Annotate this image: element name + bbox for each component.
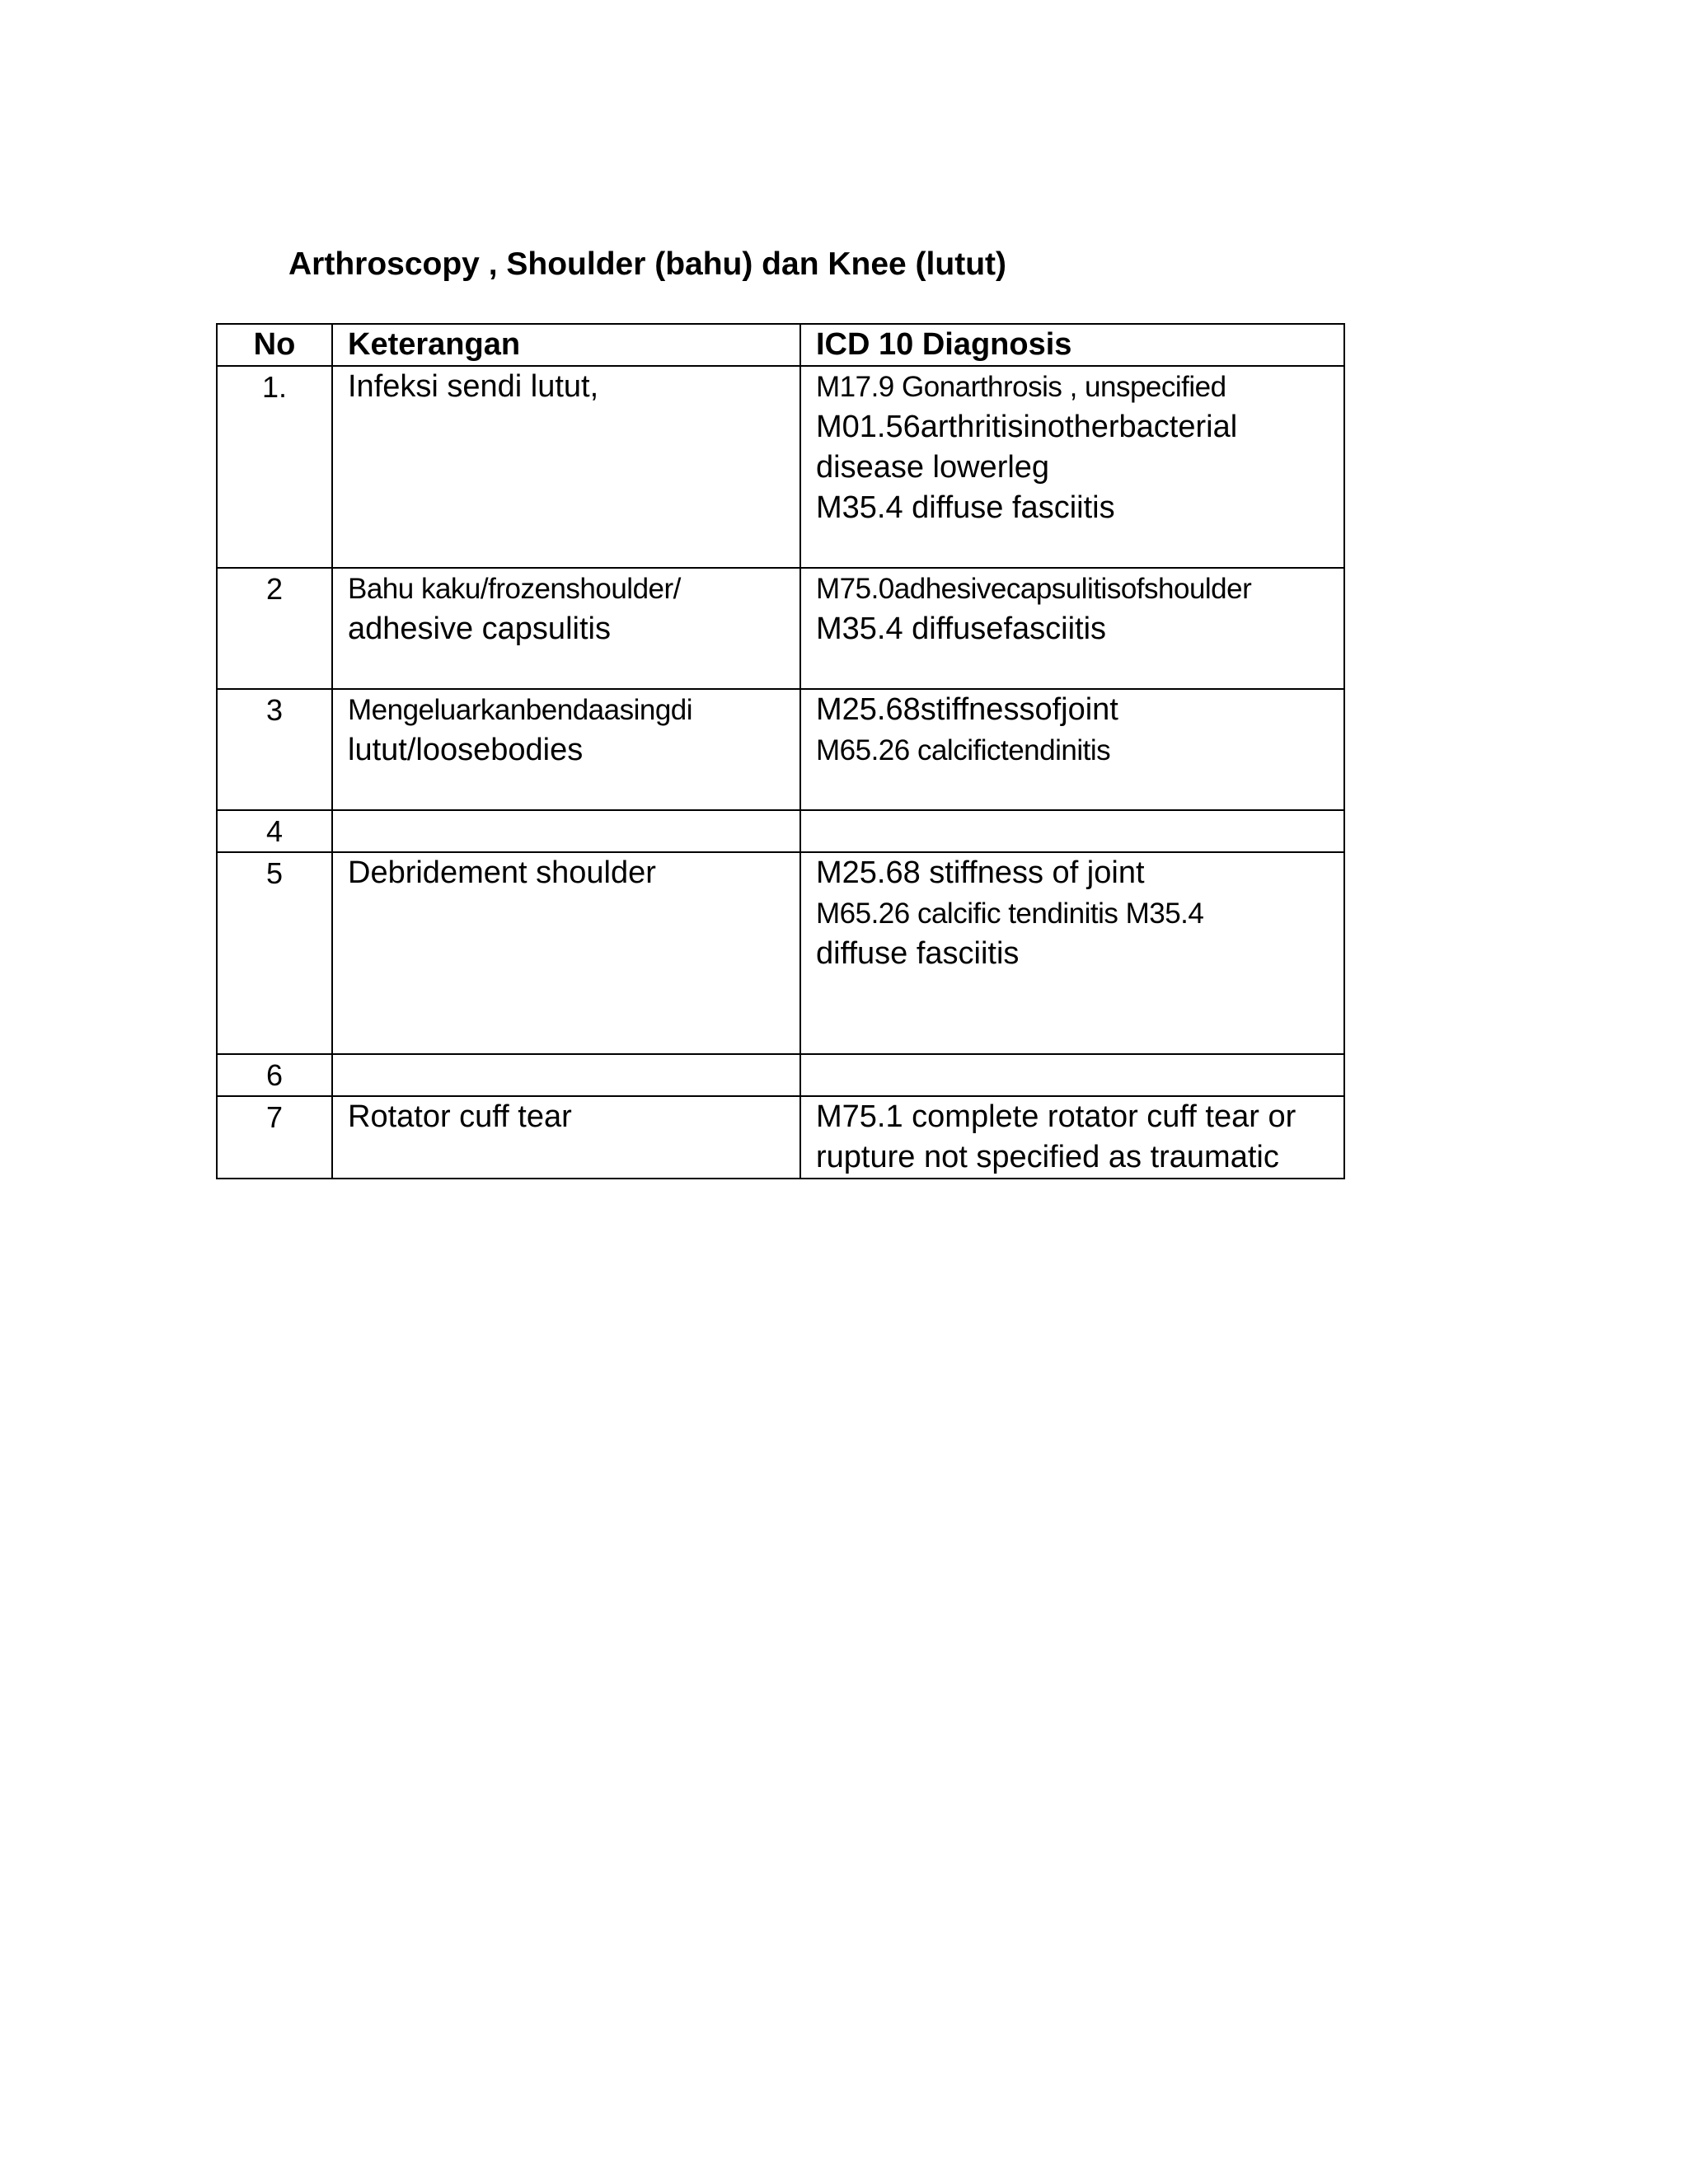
header-keterangan: Keterangan <box>332 324 800 366</box>
icd-line: M17.9 Gonarthrosis , unspecified <box>816 371 1226 403</box>
icd-line: M75.0adhesivecapsulitisofshoulder <box>816 573 1252 605</box>
icd-line: M75.1 complete rotator cuff tear or <box>816 1099 1296 1134</box>
icd-cell <box>800 568 1344 689</box>
keterangan-line: Bahu kaku/frozenshoulder/ <box>348 573 681 605</box>
icd-line: M65.26 calcific tendinitis M35.4 <box>816 898 1204 930</box>
header-no: No <box>217 324 332 366</box>
icd-line: M01.56arthritisinotherbacterial <box>816 410 1238 444</box>
table-row <box>217 852 1344 1054</box>
row-number: 7 <box>217 1096 332 1179</box>
row-number: 1. <box>217 366 332 568</box>
row-number: 5 <box>217 852 332 1054</box>
table-row <box>217 810 1344 852</box>
keterangan-cell <box>332 689 800 810</box>
table-row <box>217 1096 1344 1179</box>
table-row <box>217 1054 1344 1096</box>
icd-line: M65.26 calcifictendinitis <box>816 734 1111 766</box>
table-row <box>217 568 1344 689</box>
keterangan-cell <box>332 1096 800 1179</box>
keterangan-cell <box>332 1054 800 1096</box>
document-title: Arthroscopy , Shoulder (bahu) dan Knee (lutut) <box>288 246 1006 282</box>
keterangan-cell <box>332 810 800 852</box>
keterangan-cell <box>332 366 800 568</box>
keterangan-cell <box>332 852 800 1054</box>
row-number: 4 <box>217 810 332 852</box>
icd-line: M25.68 stiffness of joint <box>816 855 1145 890</box>
keterangan-line: adhesive capsulitis <box>348 612 611 646</box>
keterangan-line: Rotator cuff tear <box>348 1099 572 1134</box>
row-number: 6 <box>217 1054 332 1096</box>
icd-cell <box>800 852 1344 1054</box>
keterangan-line: Debridement shoulder <box>348 855 656 890</box>
keterangan-cell <box>332 568 800 689</box>
icd-line: diffuse fasciitis <box>816 936 1020 971</box>
table-header-row <box>217 324 1344 366</box>
row-number: 3 <box>217 689 332 810</box>
icd-line: disease lowerleg <box>816 450 1050 485</box>
keterangan-line: Mengeluarkanbendaasingdi <box>348 694 693 726</box>
icd-cell <box>800 689 1344 810</box>
icd-line: M25.68stiffnessofjoint <box>816 692 1118 727</box>
icd-cell <box>800 1096 1344 1179</box>
header-icd-diagnosis: ICD 10 Diagnosis <box>800 324 1344 366</box>
icd-line: M35.4 diffusefasciitis <box>816 612 1107 646</box>
table-row <box>217 689 1344 810</box>
icd-cell <box>800 1054 1344 1096</box>
icd-diagnosis-table <box>216 323 1345 1179</box>
keterangan-line: Infeksi sendi lutut, <box>348 369 599 404</box>
icd-cell <box>800 810 1344 852</box>
icd-cell <box>800 366 1344 568</box>
keterangan-line: lutut/loosebodies <box>348 733 584 767</box>
row-number: 2 <box>217 568 332 689</box>
table-row <box>217 366 1344 568</box>
icd-line: M35.4 diffuse fasciitis <box>816 490 1115 525</box>
icd-line: rupture not specified as traumatic <box>816 1140 1279 1174</box>
